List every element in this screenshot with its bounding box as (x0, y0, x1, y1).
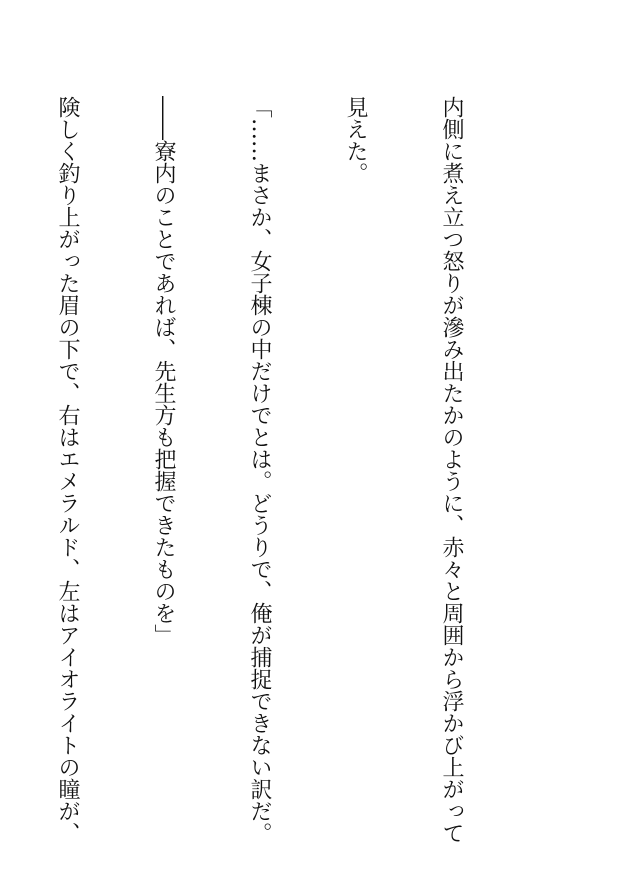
text-line: 険しく釣り上がった眉の下で、右はエメラルド、左はアイオライトの瞳が、 (55, 96, 80, 844)
vertical-text-body (0, 96, 531, 844)
text-line: 「……まさか、女子棟の中だけでとは。どうりで、俺が捕捉できない訳だ。 (247, 96, 272, 844)
text-line: 内側に煮え立つ怒りが滲み出たかのように、赤々と周囲から浮かび上がって (439, 96, 464, 844)
text-line: ――寮内のことであれば、先生方も把握できたものを」 (151, 96, 176, 646)
text-line: 見えた。 (343, 96, 368, 184)
